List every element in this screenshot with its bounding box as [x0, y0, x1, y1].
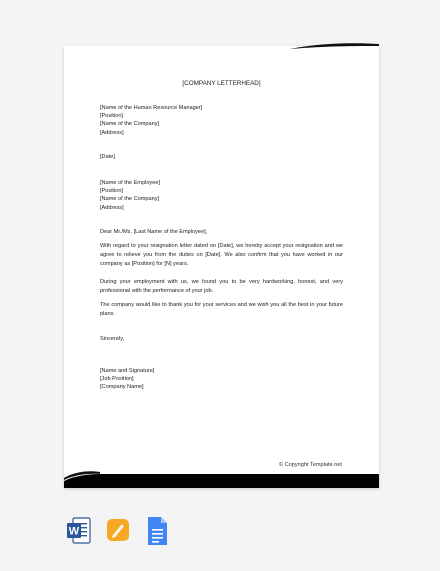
salutation-line: Dear Mr./Ms. [Last Name of the Employee],	[100, 229, 208, 235]
sender-line: [Name of the Company]	[100, 196, 160, 203]
sender-line: [Address]	[100, 204, 124, 211]
body-paragraph: The company would like to thank you for your services and we wish you all the best in your future plans.	[100, 302, 343, 317]
recipient-line: [Position]	[100, 113, 124, 120]
top-swoosh-decoration	[64, 42, 379, 56]
body-paragraph: During your employment with us, we found you to be very hardworking, honest, and very professional with the performance of your job.	[100, 279, 343, 294]
sender-line: [Name of the Employee]	[100, 180, 161, 186]
sender-address	[100, 179, 345, 212]
date-line: [Date]	[100, 154, 115, 160]
signature-block	[100, 367, 345, 392]
bottom-band-decoration	[64, 468, 379, 488]
pages-icon[interactable]	[105, 515, 131, 547]
closing	[100, 335, 345, 343]
recipient-line: [Name of the Company]	[100, 121, 160, 128]
recipient-line: [Address]	[100, 129, 124, 136]
body-paragraph: With regard to your resignation letter dated on [Date], we hereby accept your resignation and we agree to relieve you from the duties on [Date]. We also confirm that you have worked in our company as [Position] for [N] years.	[100, 243, 343, 267]
letterhead-title: [COMPANY LETTERHEAD]	[182, 80, 261, 87]
copyright-text: © Copyright Template.net	[278, 462, 342, 468]
sender-line: [Position]	[100, 188, 124, 195]
recipient-line: [Name of the Human Resource Manager]	[100, 105, 203, 111]
signature-line: [Job Position]	[100, 376, 134, 383]
closing-line: Sincerely,	[100, 336, 125, 342]
salutation	[100, 228, 345, 236]
word-icon[interactable]	[66, 515, 92, 547]
svg-text:W: W	[68, 525, 80, 538]
signature-line: [Name and Signature]	[100, 368, 155, 374]
letter-date	[100, 153, 345, 161]
google-docs-icon[interactable]	[144, 515, 170, 547]
document-page	[64, 46, 379, 488]
recipient-address	[100, 104, 345, 137]
signature-line: [Company Name]	[100, 384, 144, 391]
